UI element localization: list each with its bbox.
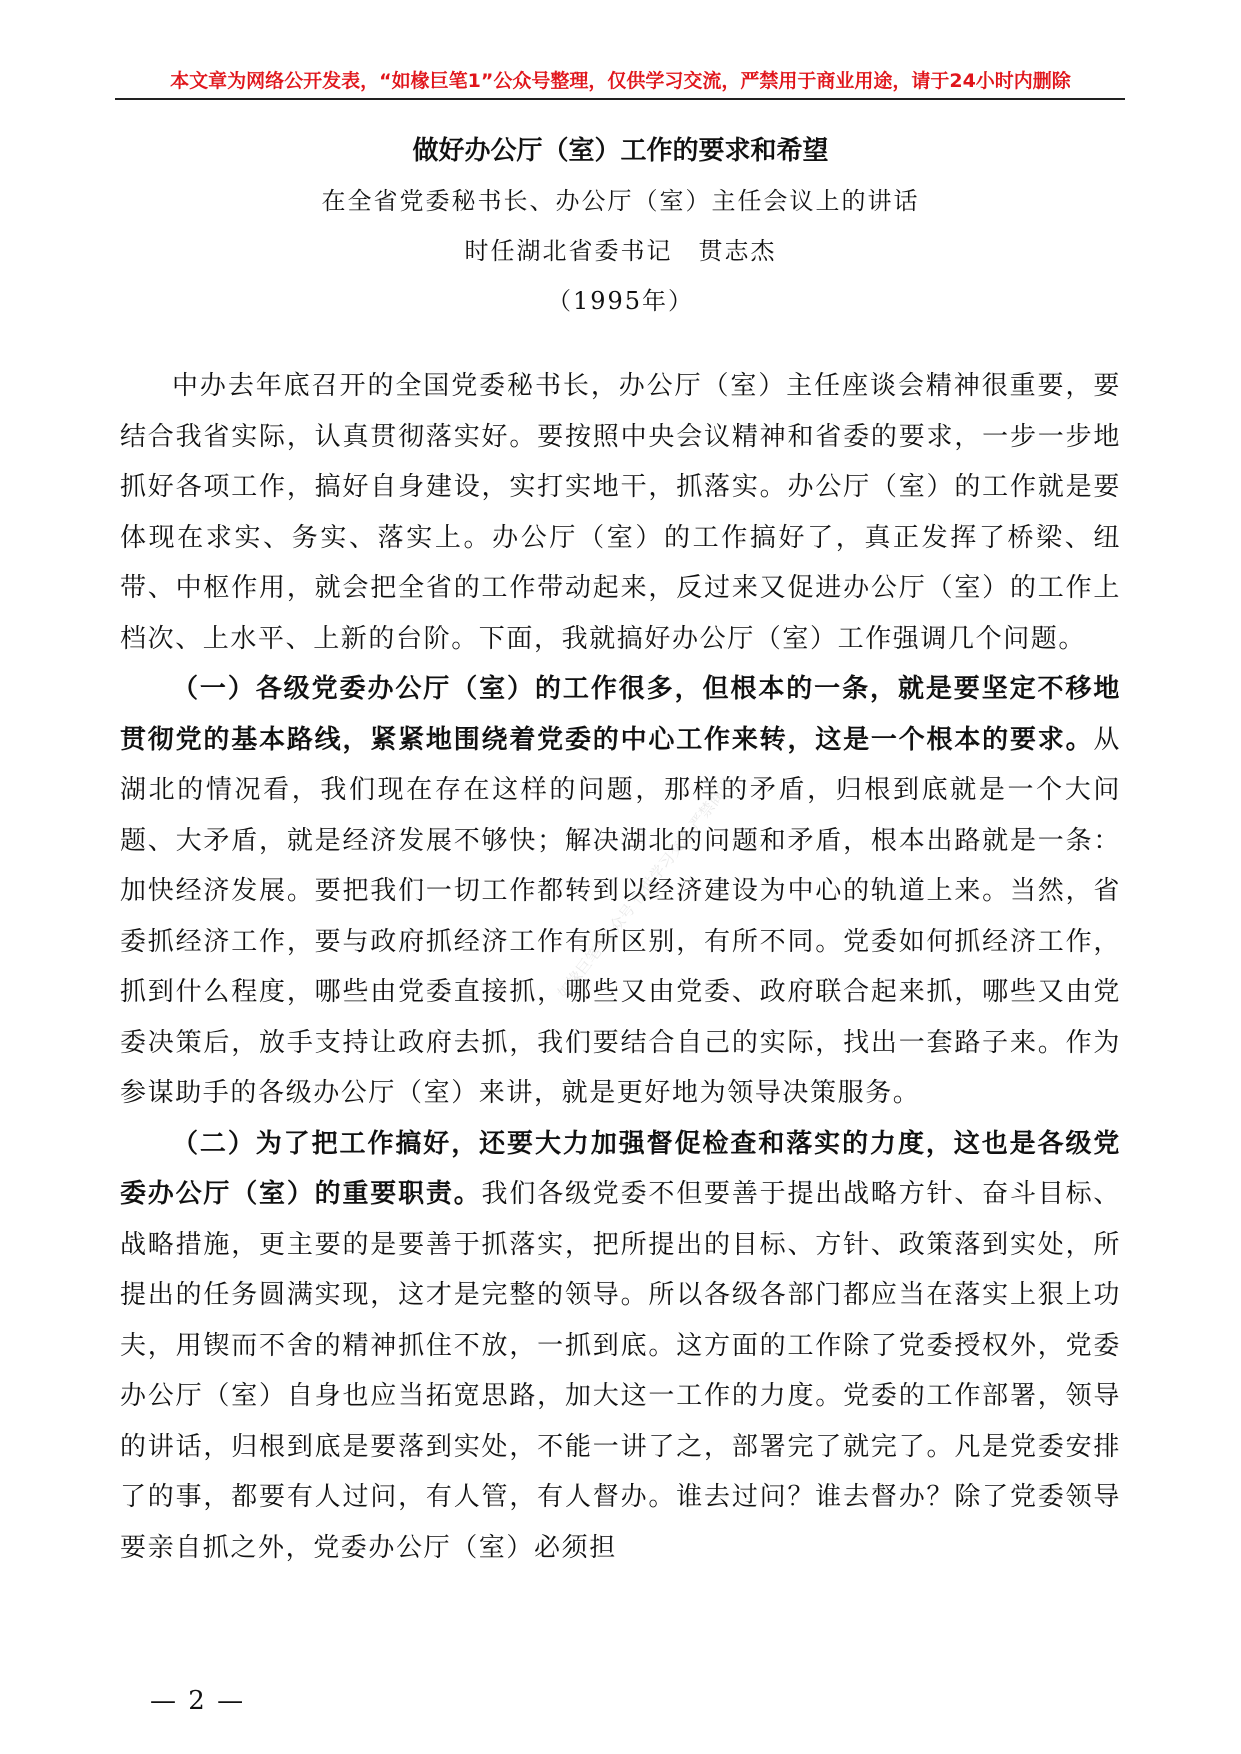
header-notice: 本文章为网络公开发表，“如椽巨笔1”公众号整理，仅供学习交流，严禁用于商业用途，请于24小时内删除 (170, 70, 1071, 92)
paragraph-bold-lead: （一）各级党委办公厅（室）的工作很多，但根本的一条，就是要坚定不移地贯彻党的基本路线，紧紧地围绕着党委的中心工作来转，这是一个根本的要求。 (120, 674, 1121, 755)
paragraph-bold-lead: （二）为了把工作搞好，还要大力加强督促检查和落实的力度，这也是各级党委办公厅（室）的重要职责。 (120, 1128, 1121, 1209)
document-year: （1995年） (546, 287, 695, 315)
watermark: 如椽巨笔1公众号 仅供学习交流 严禁商用 (554, 774, 737, 1002)
paragraph (120, 664, 1121, 1119)
document-subtitle: 在全省党委秘书长、办公厅（室）主任会议上的讲话 (321, 187, 920, 215)
paragraph-text: 我们各级党委不但要善于提出战略方针、奋斗目标、战略措施，更主要的是要善于抓落实，把所提出的目标、方针、政策落到实处，所提出的任务圆满实现，这才是完整的领导。所以各级各部门都应当在落实上狠上功夫，用锲而不舍的精神抓住不放，一抓到底。这方面的工作除了党委授权外，党委办公厅（室）自身也应当拓宽思路，加大这一工作的力度。党委的工作部署，领导的讲话，归根到底是要落到实处，不能一讲了之，部署完了就完了。凡是党委安排了的事，都要有人过问，有人管，有人督办。谁去过问？谁去督办？除了党委领导要亲自抓之外，党委办公厅（室）必须担 (120, 1179, 1121, 1563)
paragraph (120, 1119, 1121, 1574)
document-body (120, 361, 1121, 1573)
paragraph-text: 从湖北的情况看，我们现在存在这样的问题，那样的矛盾，归根到底就是一个大问题、大矛盾，就是经济发展不够快；解决湖北的问题和矛盾，根本出路就是一条：加快经济发展。要把我们一切工作都转到以经济建设为中心的轨道上来。当然，省委抓经济工作，要与政府抓经济工作有所区别，有所不同。党委如何抓经济工作，抓到什么程度，哪些由党委直接抓，哪些又由党委、政府联合起来抓，哪些又由党委决策后，放手支持让政府去抓，我们要结合自己的实际，找出一套路子来。作为参谋助手的各级办公厅（室）来讲，就是更好地为领导决策服务。 (120, 724, 1121, 1108)
paragraph (120, 361, 1121, 664)
document-author: 时任湖北省委书记 贯志杰 (464, 237, 777, 265)
page-number: — 2 — (150, 1686, 246, 1716)
title-block (0, 126, 1241, 326)
document-title: 做好办公厅（室）工作的要求和希望 (412, 136, 829, 166)
header-divider (115, 98, 1125, 100)
paragraph-text: 中办去年底召开的全国党委秘书长，办公厅（室）主任座谈会精神很重要，要结合我省实际，认真贯彻落实好。要按照中央会议精神和省委的要求，一步一步地抓好各项工作，搞好自身建设，实打实地干，抓落实。办公厅（室）的工作就是要体现在求实、务实、落实上。办公厅（室）的工作搞好了，真正发挥了桥梁、纽带、中枢作用，就会把全省的工作带动起来，反过来又促进办公厅（室）的工作上档次、上水平、上新的台阶。下面，我就搞好办公厅（室）工作强调几个问题。 (120, 371, 1121, 654)
